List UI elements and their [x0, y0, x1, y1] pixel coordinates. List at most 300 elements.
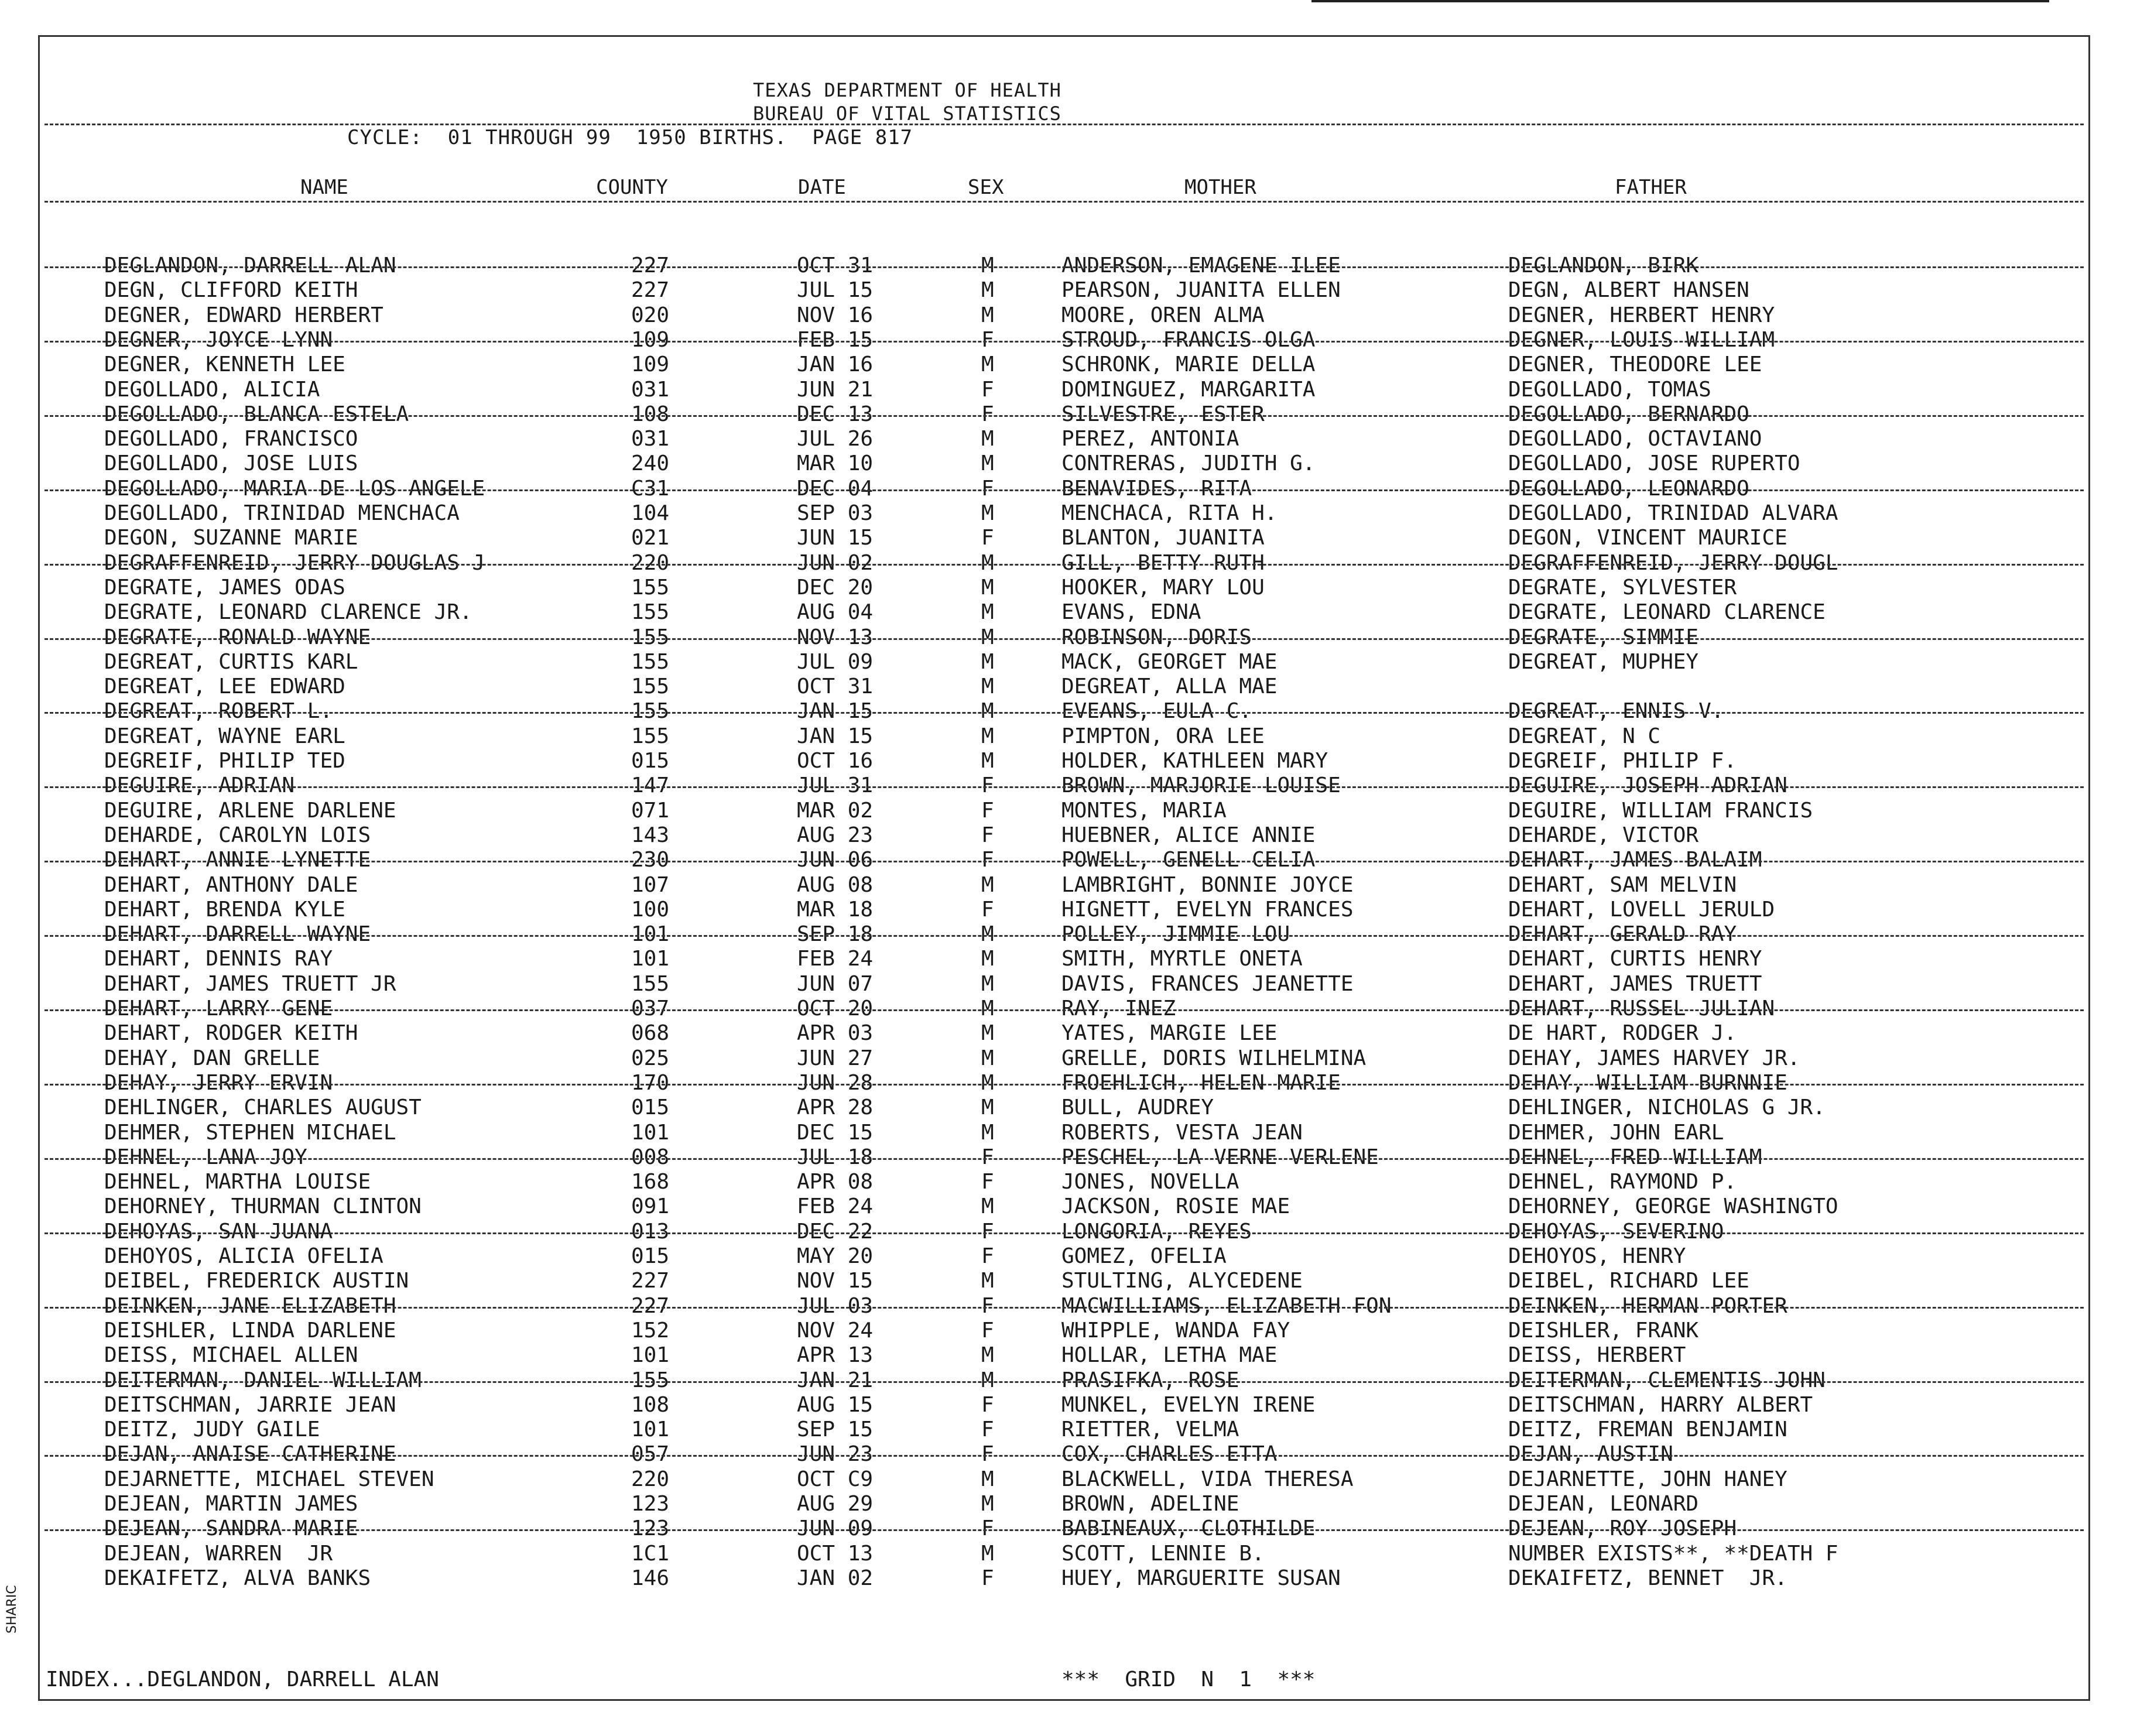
record-county: 015	[631, 1095, 670, 1120]
record-name: DEHARDE, CAROLYN LOIS	[104, 823, 371, 847]
record-mother: JONES, NOVELLA	[1061, 1170, 1239, 1194]
record-father: DEGNER, LOUIS WILLIAM	[1508, 327, 1775, 352]
record-sex: M	[981, 1269, 994, 1293]
record-sex: F	[981, 377, 994, 402]
cycle-line: CYCLE: 01 THROUGH 99 1950 BIRTHS. PAGE 817	[347, 126, 913, 149]
record-sex: F	[981, 1566, 994, 1590]
record-sex: F	[981, 1516, 994, 1541]
top-border-line	[1311, 0, 2049, 2]
record-sex: M	[981, 1070, 994, 1095]
table-row	[40, 1095, 2088, 1120]
record-county: 143	[631, 823, 670, 847]
record-mother: EVANS, EDNA	[1061, 600, 1201, 625]
record-father: DEIBEL, RICHARD LEE	[1508, 1269, 1749, 1293]
record-father: DEHART, JAMES TRUETT	[1508, 971, 1762, 996]
header-rule	[44, 124, 2084, 125]
record-county: 1C1	[631, 1541, 670, 1566]
record-mother: YATES, MARGIE LEE	[1061, 1021, 1278, 1046]
record-date: DEC 13	[797, 402, 874, 426]
record-date: APR 03	[797, 1021, 874, 1046]
record-county: 147	[631, 773, 670, 798]
record-date: JUN 23	[797, 1442, 874, 1467]
record-county: 155	[631, 600, 670, 625]
record-mother: BROWN, ADELINE	[1061, 1492, 1239, 1516]
record-date: JAN 02	[797, 1566, 874, 1590]
record-name: DEISHLER, LINDA DARLENE	[104, 1318, 396, 1343]
record-sex: M	[981, 1021, 994, 1046]
table-row	[40, 402, 2088, 427]
table-row	[40, 501, 2088, 526]
grid-footer: *** GRID N 1 ***	[1061, 1667, 1316, 1692]
row-separator	[44, 1529, 2084, 1531]
record-mother: HOOKER, MARY LOU	[1061, 575, 1265, 600]
record-sex: M	[981, 303, 994, 327]
record-county: 015	[631, 1244, 670, 1268]
record-father: DEGOLLADO, TOMAS	[1508, 377, 1711, 402]
record-name: DEGRATE, JAMES ODAS	[104, 575, 345, 600]
record-mother: DAVIS, FRANCES JEANETTE	[1061, 971, 1354, 996]
record-date: AUG 04	[797, 600, 874, 625]
record-county: 108	[631, 402, 670, 426]
record-sex: M	[981, 501, 994, 525]
record-mother: GRELLE, DORIS WILHELMINA	[1061, 1046, 1367, 1070]
record-name: DEJEAN, WARREN JR	[104, 1541, 333, 1566]
record-mother: RIETTER, VELMA	[1061, 1417, 1239, 1442]
record-county: 031	[631, 427, 670, 451]
record-mother: ANDERSON, EMAGENE ILEE	[1061, 254, 1341, 278]
record-county: 227	[631, 1269, 670, 1293]
record-father: DEGRAFFENREID, JERRY DOUGL	[1508, 550, 1838, 575]
record-county: 123	[631, 1492, 670, 1516]
record-county: 008	[631, 1145, 670, 1169]
record-date: JUL 18	[797, 1145, 874, 1169]
record-mother: POLLEY, JIMMIE LOU	[1061, 922, 1290, 947]
document-frame	[38, 35, 2090, 1701]
record-sex: M	[981, 451, 994, 476]
table-row	[40, 551, 2088, 576]
record-name: DEHART, BRENDA KYLE	[104, 897, 345, 922]
record-county: 015	[631, 749, 670, 773]
record-father: DEGUIRE, JOSEPH ADRIAN	[1508, 773, 1787, 798]
record-sex: F	[981, 798, 994, 823]
record-mother: PIMPTON, ORA LEE	[1061, 724, 1265, 748]
record-county: 025	[631, 1046, 670, 1070]
row-separator	[44, 1381, 2084, 1383]
side-label: SHARIC	[5, 1585, 19, 1634]
row-separator	[44, 786, 2084, 788]
table-row	[40, 451, 2088, 476]
record-father: DEJAN, AUSTIN	[1508, 1442, 1673, 1467]
table-row	[40, 328, 2088, 352]
record-date: OCT 31	[797, 254, 874, 278]
record-name: DEGRAFFENREID, JERRY DOUGLAS J	[104, 550, 485, 575]
record-county: 227	[631, 1293, 670, 1318]
record-mother: MONTES, MARIA	[1061, 798, 1227, 823]
record-name: DEJARNETTE, MICHAEL STEVEN	[104, 1467, 434, 1491]
record-county: 037	[631, 997, 670, 1021]
record-name: DEGREAT, WAYNE EARL	[104, 724, 345, 748]
record-sex: F	[981, 773, 994, 798]
column-header-mother: MOTHER	[1184, 176, 1256, 199]
record-county: 101	[631, 1120, 670, 1145]
record-sex: F	[981, 1417, 994, 1442]
record-father: DEGREAT, N C	[1508, 724, 1661, 748]
table-row	[40, 1294, 2088, 1319]
record-father: DEGN, ALBERT HANSEN	[1508, 278, 1749, 303]
record-date: JUN 28	[797, 1070, 874, 1095]
record-county: 220	[631, 550, 670, 575]
table-row	[40, 922, 2088, 947]
record-mother: HIGNETT, EVELYN FRANCES	[1061, 897, 1354, 922]
record-mother: HUEY, MARGUERITE SUSAN	[1061, 1566, 1341, 1590]
record-name: DEHLINGER, CHARLES AUGUST	[104, 1095, 422, 1120]
row-separator	[44, 1307, 2084, 1309]
table-row	[40, 749, 2088, 773]
record-mother: MENCHACA, RITA H.	[1061, 501, 1278, 525]
record-sex: F	[981, 1145, 994, 1169]
record-father: DEHART, RUSSEL JULIAN	[1508, 997, 1775, 1021]
record-sex: F	[981, 402, 994, 426]
record-sex: M	[981, 427, 994, 451]
row-separator	[44, 1084, 2084, 1086]
record-county: 101	[631, 947, 670, 971]
record-county: 170	[631, 1070, 670, 1095]
record-name: DEGOLLADO, BLANCA ESTELA	[104, 402, 409, 426]
record-date: NOV 16	[797, 303, 874, 327]
table-row	[40, 1417, 2088, 1442]
record-date: MAR 10	[797, 451, 874, 476]
table-row	[40, 625, 2088, 650]
record-county: 101	[631, 1417, 670, 1442]
record-mother: JACKSON, ROSIE MAE	[1061, 1194, 1290, 1219]
record-father: DEGNER, HERBERT HENRY	[1508, 303, 1775, 327]
record-father: DEGOLLADO, BERNARDO	[1508, 402, 1749, 426]
record-sex: M	[981, 1046, 994, 1070]
record-date: MAR 18	[797, 897, 874, 922]
record-mother: GOMEZ, OFELIA	[1061, 1244, 1227, 1268]
record-sex: M	[981, 699, 994, 724]
record-father: NUMBER EXISTS**, **DEATH F	[1508, 1541, 1838, 1566]
table-row	[40, 600, 2088, 625]
record-date: JAN 15	[797, 699, 874, 724]
record-date: FEB 15	[797, 327, 874, 352]
record-mother: ROBERTS, VESTA JEAN	[1061, 1120, 1303, 1145]
record-date: JUL 26	[797, 427, 874, 451]
record-county: 013	[631, 1219, 670, 1244]
record-father: DEITSCHMAN, HARRY ALBERT	[1508, 1392, 1813, 1417]
record-date: OCT 16	[797, 749, 874, 773]
record-date: OCT C9	[797, 1467, 874, 1491]
record-mother: BULL, AUDREY	[1061, 1095, 1214, 1120]
record-county: C31	[631, 476, 670, 501]
record-mother: PEREZ, ANTONIA	[1061, 427, 1239, 451]
record-sex: F	[981, 1219, 994, 1244]
record-date: SEP 03	[797, 501, 874, 525]
record-county: 104	[631, 501, 670, 525]
record-father: DEHORNEY, GEORGE WASHINGTO	[1508, 1194, 1838, 1219]
record-mother: CONTRERAS, JUDITH G.	[1061, 451, 1316, 476]
record-name: DEGRATE, RONALD WAYNE	[104, 625, 371, 649]
record-county: 071	[631, 798, 670, 823]
record-name: DEGOLLADO, JOSE LUIS	[104, 451, 358, 476]
record-name: DEHNEL, MARTHA LOUISE	[104, 1170, 371, 1194]
record-name: DEGUIRE, ARLENE DARLENE	[104, 798, 396, 823]
record-sex: M	[981, 674, 994, 699]
record-father: DEHAY, JAMES HARVEY JR.	[1508, 1046, 1800, 1070]
record-mother: BENAVIDES, RITA	[1061, 476, 1252, 501]
record-date: FEB 24	[797, 1194, 874, 1219]
record-name: DEGNER, JOYCE LYNN	[104, 327, 333, 352]
record-father: DEITZ, FREMAN BENJAMIN	[1508, 1417, 1787, 1442]
record-sex: M	[981, 947, 994, 971]
record-father: DEGON, VINCENT MAURICE	[1508, 526, 1787, 550]
record-sex: M	[981, 1368, 994, 1392]
row-separator	[44, 341, 2084, 343]
table-row	[40, 427, 2088, 451]
column-header-sex: SEX	[968, 176, 1004, 199]
record-name: DEGREIF, PHILIP TED	[104, 749, 345, 773]
record-sex: F	[981, 1318, 994, 1343]
record-date: JAN 21	[797, 1368, 874, 1392]
record-name: DEHART, DENNIS RAY	[104, 947, 333, 971]
record-father: DEHOYAS, SEVERINO	[1508, 1219, 1724, 1244]
record-name: DEHART, ANTHONY DALE	[104, 872, 358, 897]
record-sex: F	[981, 823, 994, 847]
record-father: DEJEAN, ROY JOSEPH	[1508, 1516, 1737, 1541]
table-row	[40, 873, 2088, 898]
record-county: 057	[631, 1442, 670, 1467]
record-date: JUL 03	[797, 1293, 874, 1318]
record-name: DEHAY, DAN GRELLE	[104, 1046, 320, 1070]
table-row	[40, 477, 2088, 501]
record-name: DEHOYAS, SAN JUANA	[104, 1219, 333, 1244]
record-sex: F	[981, 897, 994, 922]
record-mother: PESCHEL, LA VERNE VERLENE	[1061, 1145, 1379, 1169]
record-name: DEJEAN, MARTIN JAMES	[104, 1492, 358, 1516]
record-mother: MUNKEL, EVELYN IRENE	[1061, 1392, 1316, 1417]
record-date: NOV 13	[797, 625, 874, 649]
record-date: JUN 27	[797, 1046, 874, 1070]
record-father: DEISS, HERBERT	[1508, 1343, 1686, 1368]
record-name: DEGOLLADO, TRINIDAD MENCHACA	[104, 501, 460, 525]
record-father: DE HART, RODGER J.	[1508, 1021, 1737, 1046]
record-mother: STROUD, FRANCIS OLGA	[1061, 327, 1316, 352]
row-separator	[44, 564, 2084, 566]
record-name: DEGOLLADO, MARIA DE LOS ANGELE	[104, 476, 485, 501]
record-county: 240	[631, 451, 670, 476]
record-date: JUN 09	[797, 1516, 874, 1541]
record-mother: MOORE, OREN ALMA	[1061, 303, 1265, 327]
record-sex: F	[981, 1293, 994, 1318]
table-row	[40, 1492, 2088, 1516]
record-date: JUL 15	[797, 278, 874, 303]
row-separator	[44, 935, 2084, 937]
table-row	[40, 1071, 2088, 1095]
record-name: DEHART, RODGER KEITH	[104, 1021, 358, 1046]
table-row	[40, 823, 2088, 848]
table-row	[40, 848, 2088, 872]
record-mother: HOLDER, KATHLEEN MARY	[1061, 749, 1328, 773]
table-row	[40, 352, 2088, 377]
row-separator	[44, 638, 2084, 640]
record-name: DEITSCHMAN, JARRIE JEAN	[104, 1392, 396, 1417]
record-county: 155	[631, 971, 670, 996]
record-father: DEHART, LOVELL JERULD	[1508, 897, 1775, 922]
table-row	[40, 1194, 2088, 1219]
row-separator	[44, 415, 2084, 417]
record-sex: M	[981, 872, 994, 897]
row-separator	[44, 1232, 2084, 1234]
record-father: DEJEAN, LEONARD	[1508, 1492, 1699, 1516]
record-sex: M	[981, 625, 994, 649]
row-separator	[44, 1009, 2084, 1011]
record-sex: M	[981, 352, 994, 377]
record-mother: DEGREAT, ALLA MAE	[1061, 674, 1278, 699]
record-county: 155	[631, 674, 670, 699]
record-mother: WHIPPLE, WANDA FAY	[1061, 1318, 1290, 1343]
record-county: 155	[631, 699, 670, 724]
record-father: DEISHLER, FRANK	[1508, 1318, 1699, 1343]
record-date: SEP 15	[797, 1417, 874, 1442]
table-row	[40, 1121, 2088, 1145]
record-father: DEGREIF, PHILIP F.	[1508, 749, 1737, 773]
table-row	[40, 1566, 2088, 1591]
table-row	[40, 1393, 2088, 1417]
record-county: 100	[631, 897, 670, 922]
row-separator	[44, 861, 2084, 862]
record-name: DEHART, DARRELL WAYNE	[104, 922, 371, 947]
record-name: DEITERMAN, DANIEL WILLIAM	[104, 1368, 422, 1392]
table-row	[40, 576, 2088, 600]
record-name: DEISS, MICHAEL ALLEN	[104, 1343, 358, 1368]
table-row	[40, 303, 2088, 328]
record-name: DEGUIRE, ADRIAN	[104, 773, 295, 798]
record-county: 107	[631, 872, 670, 897]
table-row	[40, 278, 2088, 303]
record-county: 123	[631, 1516, 670, 1541]
record-date: AUG 08	[797, 872, 874, 897]
record-name: DEGREAT, LEE EDWARD	[104, 674, 345, 699]
record-county: 155	[631, 649, 670, 674]
record-name: DEHAY, JERRY ERVIN	[104, 1070, 333, 1095]
record-mother: RAY, INEZ	[1061, 997, 1176, 1021]
table-row	[40, 1170, 2088, 1194]
record-date: OCT 31	[797, 674, 874, 699]
table-row	[40, 699, 2088, 724]
record-sex: F	[981, 848, 994, 872]
record-name: DEGNER, EDWARD HERBERT	[104, 303, 383, 327]
record-date: DEC 20	[797, 575, 874, 600]
record-father: DEHART, CURTIS HENRY	[1508, 947, 1762, 971]
record-mother: COX, CHARLES ETTA	[1061, 1442, 1278, 1467]
table-row	[40, 1516, 2088, 1541]
record-county: 227	[631, 278, 670, 303]
record-name: DEIBEL, FREDERICK AUSTIN	[104, 1269, 409, 1293]
record-name: DEHOYOS, ALICIA OFELIA	[104, 1244, 383, 1268]
record-name: DEKAIFETZ, ALVA BANKS	[104, 1566, 371, 1590]
record-father: DEGOLLADO, TRINIDAD ALVARA	[1508, 501, 1838, 525]
record-county: 101	[631, 1343, 670, 1368]
record-date: APR 28	[797, 1095, 874, 1120]
record-father: DEGREAT, ENNIS V.	[1508, 699, 1724, 724]
column-header-name: NAME	[300, 176, 348, 199]
column-header-rule	[44, 201, 2084, 203]
record-father: DEGRATE, LEONARD CLARENCE	[1508, 600, 1826, 625]
record-county: 230	[631, 848, 670, 872]
table-row	[40, 724, 2088, 749]
row-separator	[44, 266, 2084, 268]
record-name: DEHMER, STEPHEN MICHAEL	[104, 1120, 396, 1145]
record-father: DEHARDE, VICTOR	[1508, 823, 1699, 847]
row-separator	[44, 1158, 2084, 1160]
record-mother: HUEBNER, ALICE ANNIE	[1061, 823, 1316, 847]
record-father: DEGUIRE, WILLIAM FRANCIS	[1508, 798, 1813, 823]
record-mother: EVEANS, EULA C.	[1061, 699, 1252, 724]
record-date: JUN 21	[797, 377, 874, 402]
record-sex: M	[981, 1343, 994, 1368]
record-father: DEGRATE, SYLVESTER	[1508, 575, 1737, 600]
record-sex: M	[981, 724, 994, 748]
record-mother: FROEHLICH, HELEN MARIE	[1061, 1070, 1341, 1095]
record-sex: M	[981, 278, 994, 303]
record-mother: SCHRONK, MARIE DELLA	[1061, 352, 1316, 377]
record-date: NOV 15	[797, 1269, 874, 1293]
record-date: MAR 02	[797, 798, 874, 823]
record-sex: F	[981, 327, 994, 352]
table-row	[40, 1368, 2088, 1393]
record-county: 155	[631, 724, 670, 748]
record-father: DEGREAT, MUPHEY	[1508, 649, 1699, 674]
record-mother: LAMBRIGHT, BONNIE JOYCE	[1061, 872, 1354, 897]
record-mother: ROBINSON, DORIS	[1061, 625, 1252, 649]
record-name: DEHART, LARRY GENE	[104, 997, 333, 1021]
record-name: DEGRATE, LEONARD CLARENCE JR.	[104, 600, 472, 625]
record-father: DEHART, GERALD RAY	[1508, 922, 1737, 947]
record-date: JUN 07	[797, 971, 874, 996]
record-sex: M	[981, 1467, 994, 1491]
record-date: DEC 15	[797, 1120, 874, 1145]
record-county: 220	[631, 1467, 670, 1491]
record-sex: M	[981, 1541, 994, 1566]
record-father: DEHART, JAMES BALAIM	[1508, 848, 1762, 872]
record-sex: M	[981, 649, 994, 674]
record-name: DEHNEL, LANA JOY	[104, 1145, 307, 1169]
record-name: DEGREAT, CURTIS KARL	[104, 649, 358, 674]
record-date: AUG 15	[797, 1392, 874, 1417]
record-county: 109	[631, 352, 670, 377]
record-mother: SCOTT, LENNIE B.	[1061, 1541, 1265, 1566]
record-sex: F	[981, 526, 994, 550]
record-name: DEJAN, ANAISE CATHERINE	[104, 1442, 396, 1467]
record-sex: M	[981, 600, 994, 625]
record-date: MAY 20	[797, 1244, 874, 1268]
record-mother: PRASIFKA, ROSE	[1061, 1368, 1239, 1392]
table-row	[40, 947, 2088, 971]
record-date: JUL 31	[797, 773, 874, 798]
table-row	[40, 1442, 2088, 1467]
record-sex: F	[981, 1392, 994, 1417]
record-sex: M	[981, 1194, 994, 1219]
table-row	[40, 378, 2088, 402]
column-header-father: FATHER	[1615, 176, 1687, 199]
record-name: DEGREAT, ROBERT L.	[104, 699, 333, 724]
agency-title: TEXAS DEPARTMENT OF HEALTH	[753, 79, 1061, 101]
record-date: OCT 20	[797, 997, 874, 1021]
record-date: JUN 15	[797, 526, 874, 550]
record-name: DEGON, SUZANNE MARIE	[104, 526, 358, 550]
record-sex: M	[981, 550, 994, 575]
record-county: 109	[631, 327, 670, 352]
